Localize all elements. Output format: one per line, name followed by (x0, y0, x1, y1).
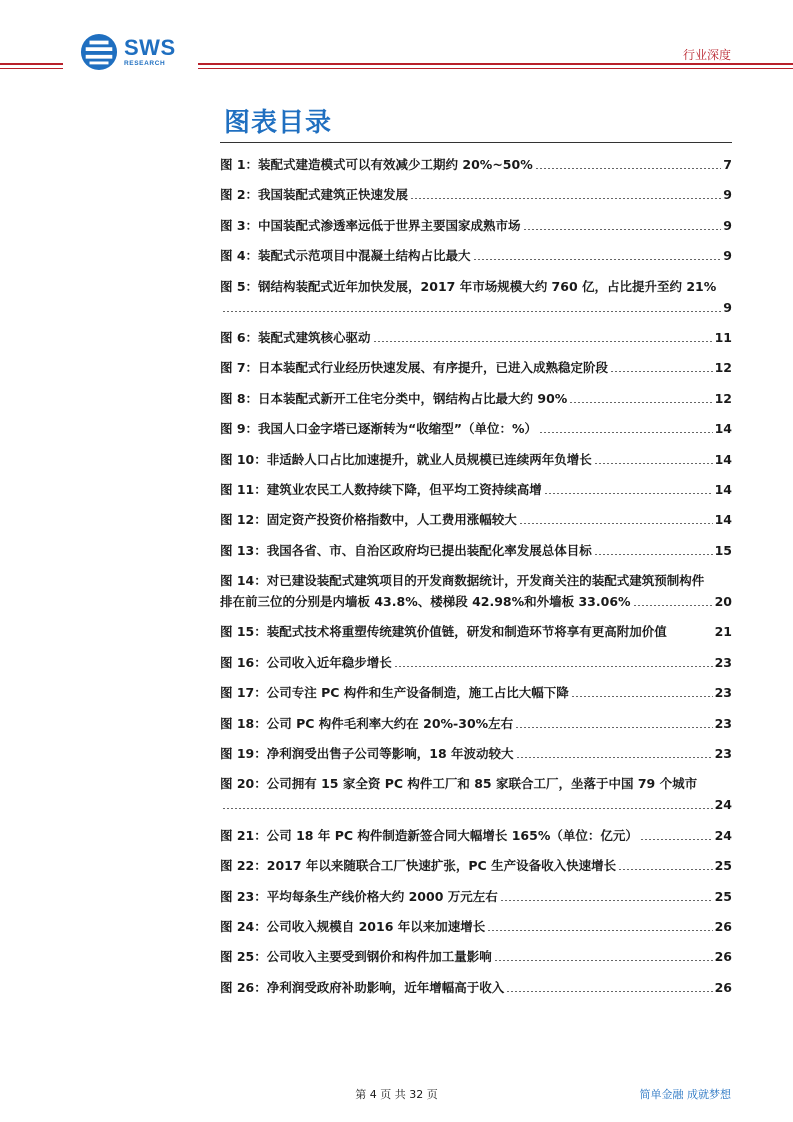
toc-entry-row (220, 511, 732, 528)
document-type-label: 行业深度 (682, 48, 731, 62)
toc-entry-text: 图 11：建筑业农民工人数持续下降，但平均工资持续高增 (220, 481, 542, 497)
toc-page-number: 9 (723, 187, 732, 203)
toc-page-number: 24 (714, 797, 732, 813)
toc-entry-row (220, 481, 732, 498)
toc-page-number: 21 (714, 624, 732, 640)
toc-page-number: 14 (714, 481, 732, 497)
toc-entry-row (220, 623, 732, 640)
toc-page-number: 12 (714, 360, 732, 376)
toc-entry-text: 图 15：装配式技术将重塑传统建筑价值链，研发和制造环节将享有更高附加价值 (220, 624, 667, 640)
dot-leader (544, 493, 713, 494)
dot-leader (640, 839, 713, 840)
toc-entry-row (220, 542, 732, 559)
logo-text: SWS (124, 34, 176, 60)
toc-entry[interactable] (220, 451, 732, 468)
toc-entry-row (220, 329, 732, 346)
dot-leader (594, 554, 713, 555)
toc-entry[interactable] (220, 857, 732, 874)
toc-entry[interactable] (220, 217, 732, 234)
toc-entry-row (220, 299, 732, 316)
toc-page-number: 14 (714, 451, 732, 467)
toc-entry-text: 图 26：净利润受政府补助影响，近年增幅高于收入 (220, 979, 505, 995)
toc-entry-row (220, 420, 732, 437)
toc-entry[interactable] (220, 481, 732, 498)
dot-leader (535, 168, 722, 169)
toc-entry-text: 图 17：公司专注 PC 构件和生产设备制造，施工占比大幅下降 (220, 685, 569, 701)
toc-page-number: 12 (714, 390, 732, 406)
toc-entry[interactable] (220, 329, 732, 346)
dot-leader (618, 869, 713, 870)
sws-logo (80, 32, 190, 72)
toc-entry-row (220, 827, 732, 844)
toc-entry-text: 图 5：钢结构装配式近年加快发展，2017 年市场规模大约 760 亿，占比提升至约 21% (220, 278, 717, 294)
dot-leader (487, 930, 712, 931)
toc-page-number: 24 (714, 827, 732, 843)
toc-entry[interactable] (220, 979, 732, 996)
toc-page-number: 9 (723, 217, 732, 233)
toc-entry-row (220, 796, 732, 813)
toc-entry-text: 图 4：装配式示范项目中混凝土结构占比最大 (220, 248, 471, 264)
dot-leader (373, 341, 713, 342)
toc-entry-text: 图 20：公司拥有 15 家全资 PC 构件工厂和 85 家联合工厂，坐落于中国 79 个城市 (220, 776, 698, 792)
sws-logo-icon (80, 33, 118, 71)
toc-page-number: 26 (714, 979, 732, 995)
toc-entry-row (220, 156, 732, 173)
toc-entry-row (220, 217, 732, 234)
toc-entry[interactable] (220, 542, 732, 559)
title-divider (220, 142, 732, 143)
toc-entry-row (220, 979, 732, 996)
toc-entry-text: 图 19：净利润受出售子公司等影响，18 年波动较大 (220, 746, 514, 762)
dot-leader (594, 463, 713, 464)
dot-leader (494, 960, 713, 961)
figure-table-of-contents (220, 152, 732, 996)
toc-page-number: 23 (714, 654, 732, 670)
toc-entry[interactable] (220, 156, 732, 173)
dot-leader (506, 991, 712, 992)
toc-entry-text: 图 23：平均每条生产线价格大约 2000 万元左右 (220, 888, 498, 904)
toc-entry[interactable] (220, 186, 732, 203)
toc-entry-row (220, 745, 732, 762)
dot-leader (523, 229, 722, 230)
toc-entry-row (220, 857, 732, 874)
toc-entry-row (220, 888, 732, 905)
toc-entry-text: 图 14：对已建设装配式建筑项目的开发商数据统计，开发商关注的装配式建筑预制构件 (220, 573, 705, 589)
toc-entry[interactable] (220, 775, 732, 813)
toc-entry-row (220, 390, 732, 407)
toc-entry-text: 图 7：日本装配式行业经历快速发展、有序提升，已进入成熟稳定阶段 (220, 360, 609, 376)
toc-entry-text: 图 2：我国装配式建筑正快速发展 (220, 187, 409, 203)
page-header (0, 0, 793, 80)
toc-entry-row (220, 654, 732, 671)
toc-entry[interactable] (220, 827, 732, 844)
toc-entry[interactable] (220, 247, 732, 264)
toc-entry-text-continued: 排在前三位的分别是内墙板 43.8%、楼梯段 42.98%和外墙板 33.06% (220, 594, 631, 610)
toc-entry-text: 图 13：我国各省、市、自治区政府均已提出装配化率发展总体目标 (220, 542, 592, 558)
toc-entry[interactable] (220, 572, 732, 610)
toc-page-number: 25 (714, 888, 732, 904)
toc-entry-text: 图 22：2017 年以来随联合工厂快速扩张，PC 生产设备收入快速增长 (220, 858, 617, 874)
toc-page-number: 14 (714, 512, 732, 528)
toc-page-number: 20 (714, 594, 732, 610)
dot-leader (222, 808, 713, 809)
toc-entry-row (220, 948, 732, 965)
header-rule-left-top (0, 63, 63, 65)
toc-entry[interactable] (220, 390, 732, 407)
toc-entry-text: 图 25：公司收入主要受到钢价和构件加工量影响 (220, 949, 492, 965)
toc-entry-row (220, 593, 732, 610)
toc-entry-row (220, 451, 732, 468)
toc-entry[interactable] (220, 654, 732, 671)
toc-entry-row (220, 247, 732, 264)
dot-leader (515, 727, 712, 728)
dot-leader (571, 696, 713, 697)
logo-subtext: RESEARCH (124, 59, 166, 67)
toc-page-number: 23 (714, 685, 732, 701)
page-number: 第 4 页 共 32 页 (355, 1088, 438, 1101)
toc-page-number: 9 (723, 248, 732, 264)
toc-entry[interactable] (220, 745, 732, 762)
toc-page-number: 15 (714, 542, 732, 558)
header-rule-right-bottom (198, 68, 793, 69)
toc-page-number: 14 (714, 421, 732, 437)
toc-entry[interactable] (220, 715, 732, 732)
toc-entry-text: 图 6：装配式建筑核心驱动 (220, 329, 371, 345)
toc-entry-text: 图 10：非适龄人口占比加速提升，就业人员规模已连续两年负增长 (220, 451, 592, 467)
toc-entry-text: 图 12：固定资产投资价格指数中，人工费用涨幅较大 (220, 512, 517, 528)
toc-entry-text: 图 16：公司收入近年稳步增长 (220, 654, 392, 670)
toc-entry-row (220, 684, 732, 701)
toc-page-number: 9 (723, 299, 732, 315)
page-title: 图表目录 (224, 108, 333, 138)
toc-page-number: 23 (714, 746, 732, 762)
dot-leader (473, 259, 722, 260)
toc-entry[interactable] (220, 278, 732, 316)
dot-leader (500, 900, 713, 901)
toc-entry-row (220, 715, 732, 732)
toc-page-number: 11 (714, 329, 732, 345)
toc-entry-text: 图 3：中国装配式渗透率远低于世界主要国家成熟市场 (220, 217, 521, 233)
dot-leader (610, 371, 713, 372)
dot-leader (539, 432, 713, 433)
dot-leader (222, 311, 721, 312)
toc-entry[interactable] (220, 359, 732, 376)
toc-entry-text: 图 9：我国人口金字塔已逐渐转为“收缩型”（单位：%） (220, 421, 538, 437)
toc-page-number: 7 (723, 157, 732, 172)
footer-slogan: 简单金融 成就梦想 (639, 1088, 731, 1101)
toc-entry[interactable] (220, 948, 732, 965)
toc-entry-row (220, 359, 732, 376)
toc-page-number: 25 (714, 858, 732, 874)
toc-entry-text: 图 8：日本装配式新开工住宅分类中，钢结构占比最大约 90% (220, 390, 568, 406)
toc-entry[interactable] (220, 684, 732, 701)
dot-leader (516, 757, 713, 758)
toc-entry-text: 图 18：公司 PC 构件毛利率大约在 20%-30%左右 (220, 715, 514, 731)
toc-entry-row (220, 918, 732, 935)
toc-entry-text: 图 24：公司收入规模自 2016 年以来加速增长 (220, 918, 486, 934)
dot-leader (394, 666, 713, 667)
toc-entry-text: 图 21：公司 18 年 PC 构件制造新签合同大幅增长 165%（单位：亿元） (220, 827, 638, 843)
toc-entry[interactable] (220, 623, 732, 640)
dot-leader (569, 402, 712, 403)
toc-entry-text: 图 1：装配式建造模式可以有效减少工期约 20%~50% (220, 157, 533, 172)
toc-entry[interactable] (220, 420, 732, 437)
toc-page-number: 23 (714, 715, 732, 731)
header-rule-right-top (198, 63, 793, 65)
toc-entry[interactable] (220, 918, 732, 935)
toc-page-number: 26 (714, 918, 732, 934)
dot-leader (633, 605, 713, 606)
dot-leader (519, 523, 713, 524)
toc-entry[interactable] (220, 888, 732, 905)
toc-entry-row (220, 186, 732, 203)
toc-page-number: 26 (714, 949, 732, 965)
toc-entry[interactable] (220, 511, 732, 528)
dot-leader (410, 198, 721, 199)
header-rule-left-bottom (0, 68, 63, 69)
